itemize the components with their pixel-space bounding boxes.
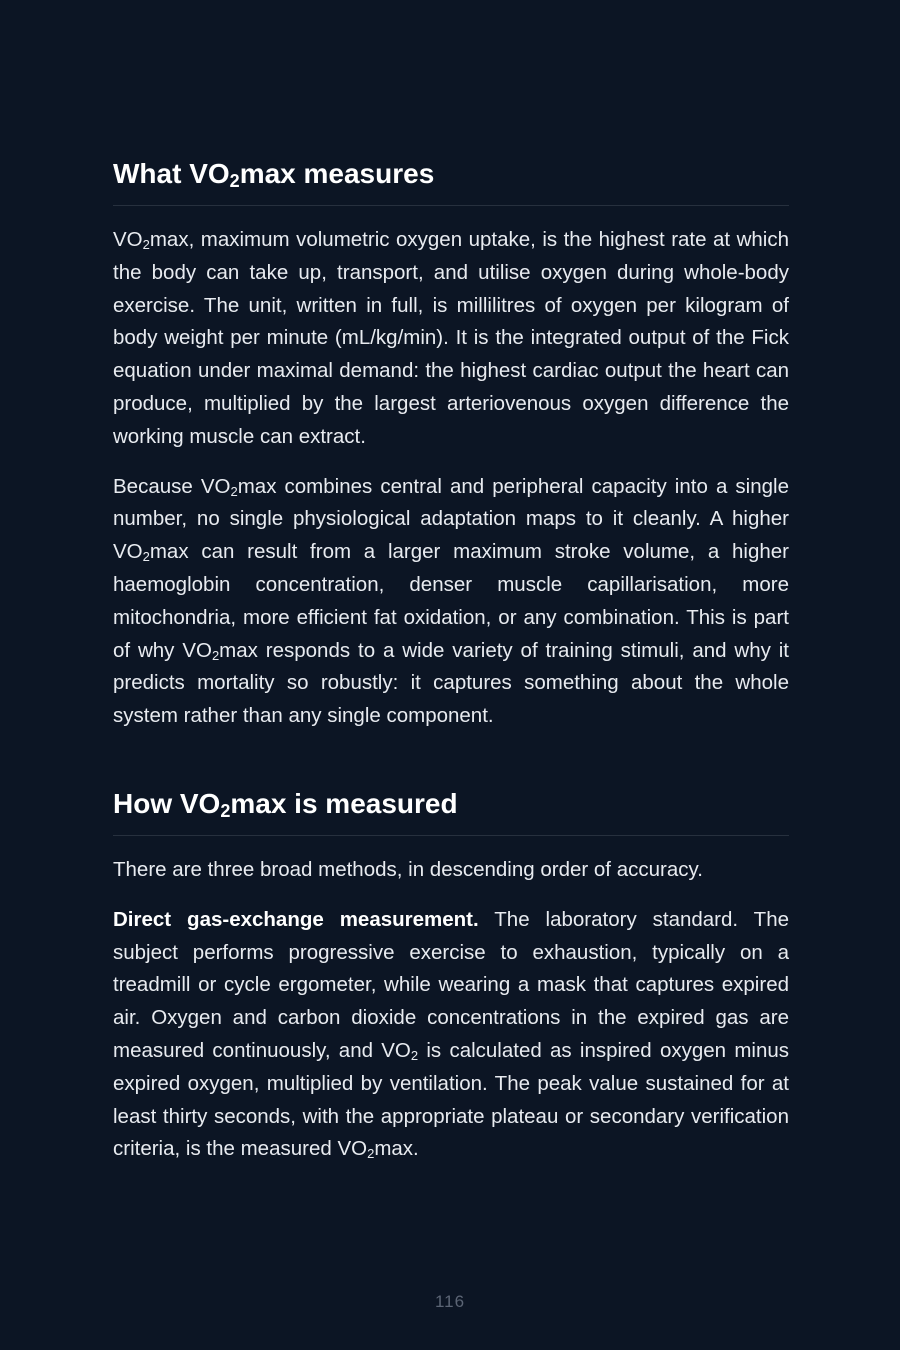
body-paragraph: Direct gas-exchange measurement. The laboratory standard. The subject performs progressive exercise to exhaustion, typically on a treadmill or cycle ergometer, while wearing a mask that captures expired air. Oxygen and carbon dioxide concentrations in the expired gas are measured continuously, and $VO_2$ is calculated as inspired oxygen minus expired oxygen, multiplied by ventilation. The peak value sustained for at least thirty seconds, with the appropriate plateau or secondary verification criteria, is the measured $VO_2\max$. <box>113 907 789 1162</box>
page-number: 116 <box>434 1292 466 1311</box>
section-how-vo2max-is-measured <box>113 787 789 1166</box>
section-what-vo2max-measures <box>113 157 789 733</box>
section-heading: How $VO_2\max$ is measured <box>113 787 789 836</box>
body-paragraph: $VO_2\max$, maximum volumetric oxygen uptake, is the highest rate at which the body can take up, transport, and utilise oxygen during whole-body exercise. The unit, written in full, is millilitres of oxygen per kilogram of body weight per minute (mL/kg/min). It is the integrated output of the Fick equation under maximal demand: the highest cardiac output the heart can produce, multiplied by the largest arteriovenous oxygen difference the working muscle can extract. <box>113 228 789 448</box>
method-lead-in: Direct gas-exchange measurement. <box>113 907 479 931</box>
section-heading: What $VO_2\max$ measures <box>113 157 789 206</box>
body-paragraph: There are three broad methods, in descending order of accuracy. <box>113 857 703 881</box>
page-content <box>113 0 789 1166</box>
body-paragraph: Because $VO_2\max$ combines central and peripheral capacity into a single number, no single physiological adaptation maps to it cleanly. A higher $VO_2\max$ can result from a larger maximum stroke volume, a higher haemoglobin concentration, denser muscle capillarisation, more mitochondria, more efficient fat oxidation, or any combination. This is part of why $VO_2\max$ responds to a wide variety of training stimuli, and why it predicts mortality so robustly: it captures something about the whole system rather than any single component. <box>113 474 789 728</box>
